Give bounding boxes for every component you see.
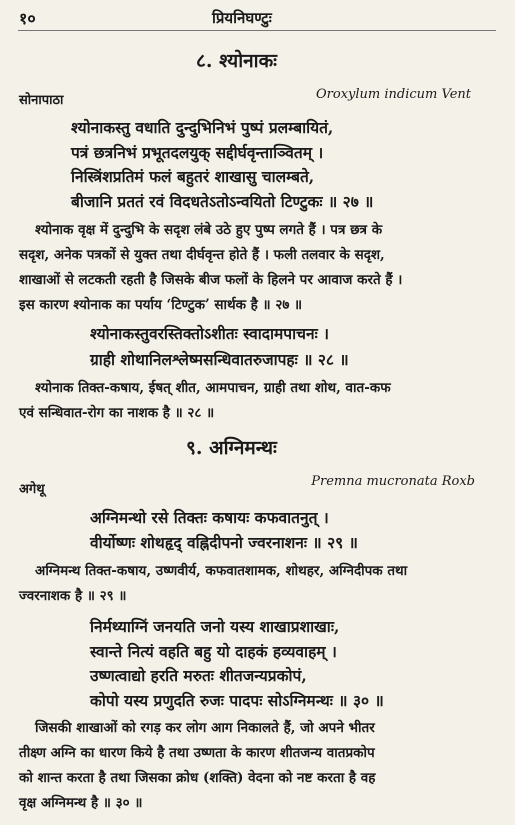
section-heading-agnimantha: ९. अग्निमन्थः <box>186 437 277 459</box>
commentary-30 <box>19 716 495 816</box>
verse-29-line-2: वीर्योष्णः शोथहृद् वह्निदीपनो ज्वरनाशनः ॥ २९ ॥ <box>90 533 358 552</box>
commentary-28-line-2: एवं सन्धिवात-रोग का नाशक है ॥ २८ ॥ <box>19 405 215 421</box>
verse-30-line-1: निर्मथ्याग्निं जनयति जनो यस्य शाखाप्रशाखाः, <box>90 617 340 636</box>
botanical-name-oroxylum: Oroxylum indicum Vent <box>316 87 471 102</box>
verse-27-line-4: बीजानि प्रततं रवं विदधतेऽतोऽन्वयितो टिण्टुकः ॥ २७ ॥ <box>71 192 374 211</box>
verse-30-line-2: स्वान्ते नित्यं वहति बहु यो दाहकं हव्यवाहम् । <box>90 642 337 661</box>
botanical-name-premna: Premna mucronata Roxb <box>311 474 475 489</box>
verse-28-line-2: ग्राही शोथानिलश्लेष्मसन्धिवातरुजापहः ॥ २८ ॥ <box>90 350 349 369</box>
commentary-30-line-1: जिसकी शाखाओं को रगड़ कर लोग आग निकालते हैं, जो अपने भीतर <box>35 720 375 736</box>
commentary-29-line-1: अग्निमन्थ तिक्त-कषाय, उष्णवीर्य, कफवातशामक, शोथहर, अग्निदीपक तथा <box>35 563 408 579</box>
commentary-30-line-3: को शान्त करता है तथा जिसका क्रोध (शक्ति) वेदना को नष्ट करता है वह <box>19 770 376 786</box>
commentary-27-line-1: श्योनाक वृक्ष में दुन्दुभि के सदृश लंबे उठे हुए पुष्प लगते हैं । पत्र छत्र के <box>35 222 383 238</box>
commentary-28 <box>19 376 495 426</box>
verse-28-line-1: श्योनाकस्तुवरस्तिक्तोऽशीतः स्वादामपाचनः । <box>90 324 329 343</box>
verse-27-line-1: श्योनाकस्तु वधाति दुन्दुभिनिभं पुष्पं प्रलम्बायितं, <box>71 118 334 137</box>
vernacular-name-agethu: अगेथू <box>19 482 45 497</box>
verse-27-line-2: पत्रं छत्रनिभं प्रभूतदलयुक् सद्दीर्घवृन्ताञ्वितम् । <box>71 143 324 162</box>
commentary-27-line-3: शाखाओं से लटकती रहती है जिसके बीज फलों के हिलने पर आवाज करते हैं । <box>19 272 403 288</box>
verse-27-line-3: निस्त्रिंशप्रतिमं फलं बहुतरं शाखासु चालम्बते, <box>71 167 315 186</box>
verse-30-line-3: उष्णत्वाद्यो हरति मरुतः शीतजन्यप्रकोपं, <box>90 666 307 685</box>
running-title: प्रियनिघण्टुः <box>212 9 272 27</box>
verse-30-line-4: कोपो यस्य प्रणुदति रुजः पादपः सोऽग्निमन्थः ॥ ३० ॥ <box>90 691 384 710</box>
commentary-27-line-4: इस कारण श्योनाक का पर्याय ‘टिण्टुक’ सार्थक है ॥ २७ ॥ <box>19 297 303 313</box>
section-heading-shyonaka: ८. श्योनाकः <box>196 50 278 72</box>
commentary-30-line-2: तीक्ष्ण अग्नि का धारण किये है तथा उष्णता के कारण शीतजन्य वातप्रकोप <box>19 745 375 761</box>
vernacular-name-sonapatha: सोनापाठा <box>19 93 64 108</box>
commentary-27 <box>19 218 495 318</box>
commentary-29 <box>19 559 495 609</box>
commentary-29-line-2: ज्वरनाशक है ॥ २९ ॥ <box>19 588 127 604</box>
commentary-28-line-1: श्योनाक तिक्त-कषाय, ईषत् शीत, आमपाचन, ग्राही तथा शोथ, वात-कफ <box>35 380 391 396</box>
header-rule <box>18 30 496 31</box>
commentary-27-line-2: सदृश, अनेक पत्रकों से युक्त तथा दीर्घवृन्त होते हैं । फली तलवार के सदृश, <box>19 247 385 263</box>
commentary-30-line-4: वृक्ष अग्निमन्थ है ॥ ३० ॥ <box>19 795 143 811</box>
verse-29-line-1: अग्निमन्थो रसे तिक्तः कषायः कफवातनुत् । <box>90 508 329 527</box>
page-number: १० <box>19 9 36 28</box>
